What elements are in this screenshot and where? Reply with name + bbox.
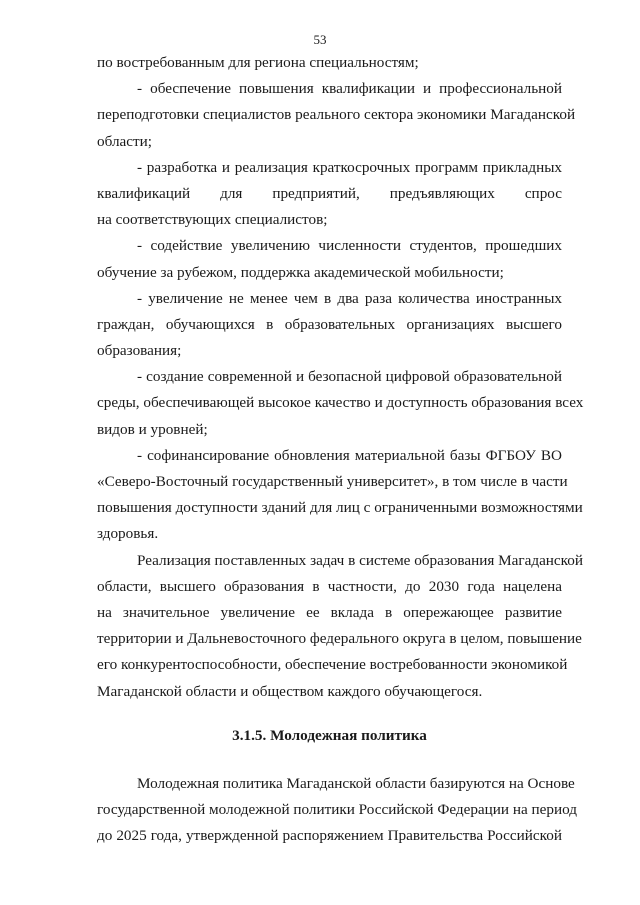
text-line: на соответствующих специалистов; [97, 211, 328, 229]
document-body [97, 50, 584, 849]
text-line: видов и уровней; [97, 420, 208, 438]
section-heading: 3.1.5. Молодежная политика [232, 726, 427, 744]
text-line: области, высшего образования в частности, до 2030 года нацелена [97, 577, 562, 595]
text-line: переподготовки специалистов реального сектора экономики Магаданской [97, 106, 576, 124]
page-number: 53 [313, 32, 327, 47]
text-line: обучение за рубежом, поддержка академической мобильности; [97, 263, 504, 281]
text-line: - содействие увеличению численности студентов, прошедших [137, 237, 562, 255]
text-line: территории и Дальневосточного федерального округа в целом, повышение [97, 630, 582, 648]
text-line: «Северо-Восточный государственный университет», в том числе в части [97, 473, 568, 490]
text-line: - обеспечение повышения квалификации и профессиональной [137, 80, 562, 98]
text-line: по востребованным для региона специальностям; [97, 54, 419, 71]
text-line: Реализация поставленных задач в системе образования Магаданской [137, 551, 584, 569]
text-line: Молодежная политика Магаданской области базируются на Основе [137, 774, 575, 792]
text-line: здоровья. [97, 525, 159, 543]
text-line: на значительное увеличение ее вклада в опережающее развитие [97, 603, 562, 621]
text-line: Магаданской области и обществом каждого обучающегося. [97, 682, 483, 700]
text-line: области; [97, 132, 152, 150]
text-line: до 2025 года, утвержденной распоряжением Правительства Российской [97, 827, 562, 845]
text-line: его конкурентоспособности, обеспечение востребованности экономикой [97, 656, 568, 674]
text-line: государственной молодежной политики Российской Федерации на период [97, 800, 577, 818]
text-line: среды, обеспечивающей высокое качество и доступность образования всех [97, 394, 584, 412]
text-line: квалификаций для предприятий, предъявляющих спрос [97, 184, 562, 202]
text-line: - увеличение не менее чем в два раза количества иностранных [137, 289, 562, 307]
text-line: повышения доступности зданий для лиц с ограниченными возможностями [97, 499, 583, 517]
text-line: образования; [97, 342, 182, 360]
text-line: - создание современной и безопасной цифровой образовательной [137, 368, 562, 386]
text-line: граждан, обучающихся в образовательных организациях высшего [97, 315, 562, 333]
text-line: - разработка и реализация краткосрочных программ прикладных [137, 158, 562, 176]
text-line: - софинансирование обновления материальной базы ФГБОУ ВО [137, 446, 562, 464]
